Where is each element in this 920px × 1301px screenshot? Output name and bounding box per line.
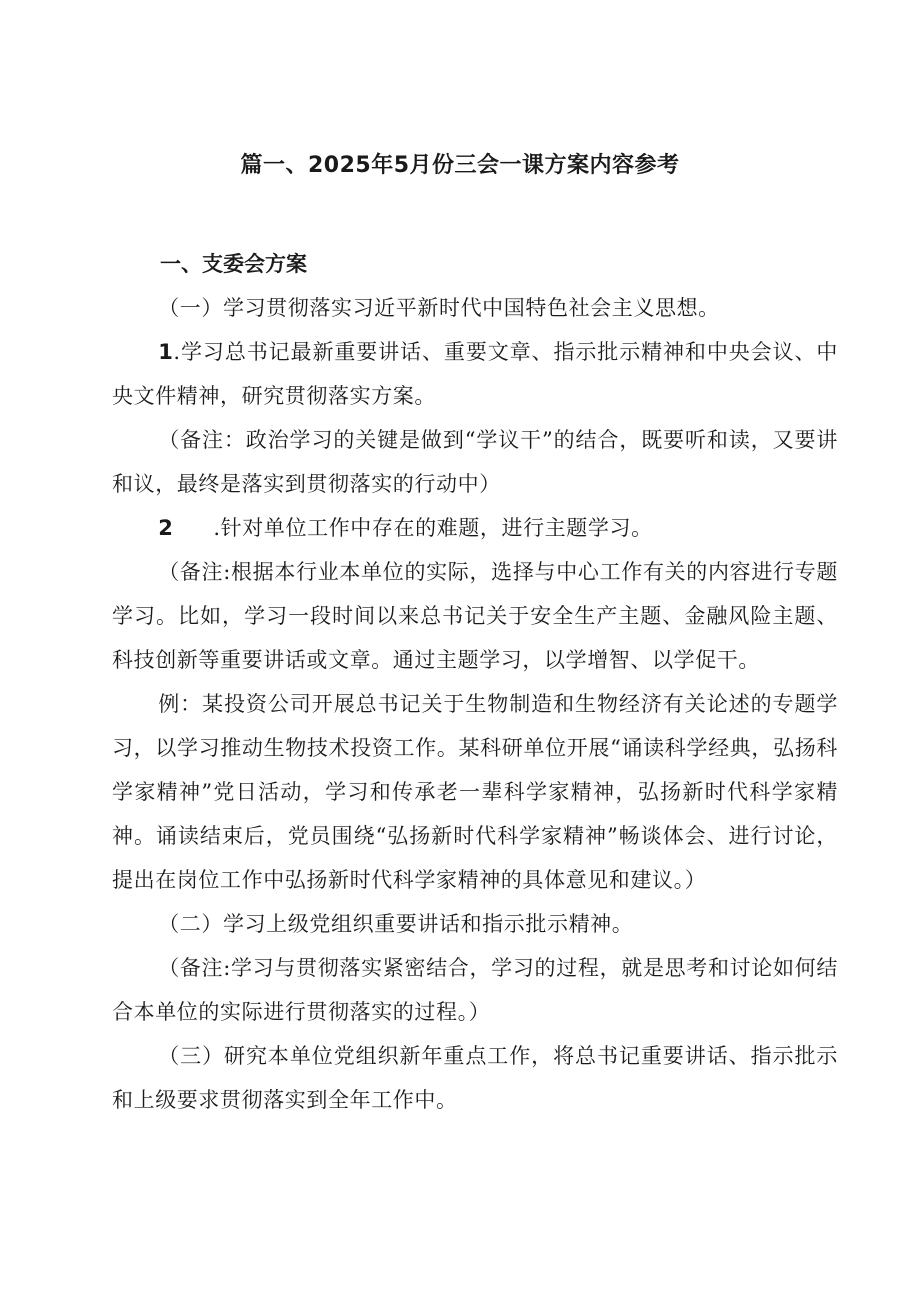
paragraph-4	[112, 506, 838, 550]
section-heading: 一、支委会方案	[160, 252, 307, 276]
paragraph-2	[112, 330, 838, 418]
paragraph-6: 例：某投资公司开展总书记关于生物制造和生物经济有关论述的专题学习，以学习推动生物技术投资工作。某科研单位开展“诵读科学经典，弘扬科学家精神”党日活动，学习和传承老一辈科学家精神，弘扬新时代科学家精神。诵读结束后，党员围绕“弘扬新时代科学家精神”畅谈体会、进行讨论，提出在岗位工作中弘扬新时代科学家精神的具体意见和建议。）	[112, 692, 838, 892]
paragraph-3: （备注：政治学习的关键是做到“学议干”的结合，既要听和读，又要讲和议，最终是落实到贯彻落实的行动中）	[112, 428, 838, 496]
paragraph-5: （备注:根据本行业本单位的实际，选择与中心工作有关的内容进行专题学习。比如，学习一段时间以来总书记关于安全生产主题、金融风险主题、科技创新等重要讲话或文章。通过主题学习，以学增智、以学促干。	[112, 560, 838, 672]
paragraph-1: （一）学习贯彻落实习近平新时代中国特色社会主义思想。	[158, 296, 720, 320]
list-number-2: 2	[158, 516, 174, 540]
paragraph-9: （三）研究本单位党组织新年重点工作，将总书记重要讲话、指示批示和上级要求贯彻落实到全年工作中。	[112, 1044, 838, 1112]
document-title: 篇一、2025年5月份三会一课方案内容参考	[240, 153, 680, 178]
document-body	[112, 286, 838, 1122]
list-number-1: 1	[158, 340, 174, 364]
paragraph-7: （二）学习上级党组织重要讲话和指示批示精神。	[158, 912, 634, 936]
paragraph-4-text: .针对单位工作中存在的难题，进行主题学习。	[213, 516, 653, 540]
paragraph-2-text: .学习总书记最新重要讲话、重要文章、指示批示精神和中央会议、中央文件精神，研究贯彻落实方案。	[112, 340, 838, 408]
paragraph-8: （备注:学习与贯彻落实紧密结合，学习的过程，就是思考和讨论如何结合本单位的实际进行贯彻落实的过程。）	[112, 956, 838, 1024]
